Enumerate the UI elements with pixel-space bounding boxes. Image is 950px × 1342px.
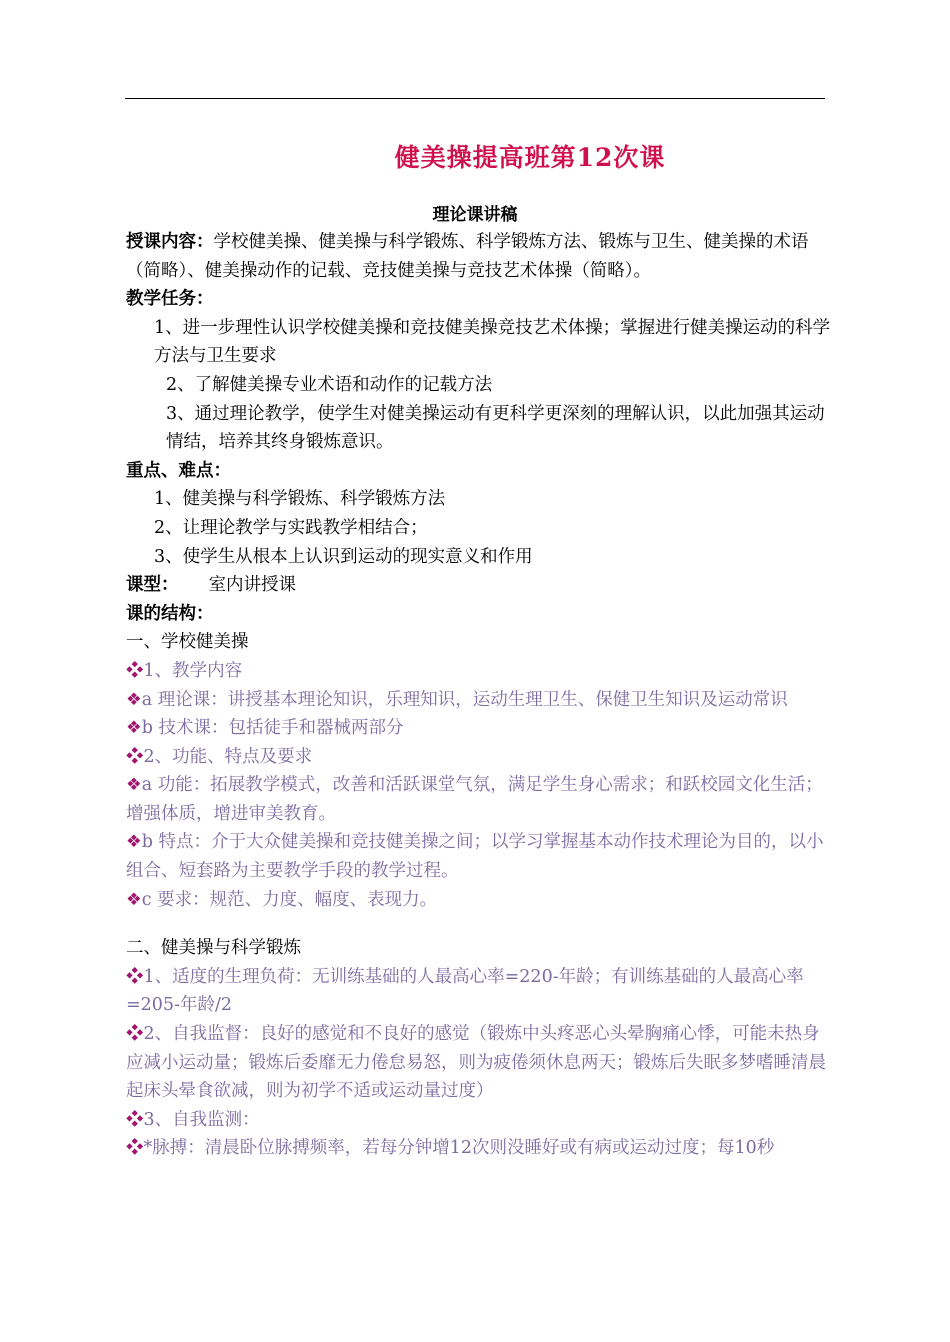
bullet-item: ❖2、功能、特点及要求 — [126, 746, 313, 767]
task-item-text: 3、通过理论教学，使学生对健美操运动有更科学更深刻的理解认识，以此加强其运动情结，培养其终身锻炼意识。 — [166, 403, 825, 453]
content-label: 授课内容： — [126, 232, 214, 252]
bullet-item: ❖2、自我监督：良好的感觉和不良好的感觉（锻炼中头疼恶心头晕胸痛心悸，可能未热身应减小运动量；锻炼后委靡无力倦怠易怒，则为疲倦须休息两天；锻炼后失眠多梦嗜睡清晨起床头晕食欲减，则为初学不适或运动量过度） — [126, 1024, 826, 1102]
page-title: 健美操提高班第12次课 — [394, 143, 666, 172]
content-paragraph — [126, 228, 831, 285]
task-item: 1、进一步理性认识学校健美操和竞技健美操竞技艺术体操；掌握进行健美操运动的科学方法与卫生要求 — [154, 317, 831, 367]
bullet-item: ❖1、适度的生理负荷：无训练基础的人最高心率=220-年龄；有训练基础的人最高心率=205-年龄/2 — [126, 966, 804, 1016]
structure-heading: 课的结构： — [126, 603, 214, 624]
bullet-item: ❖a 功能：拓展教学模式，改善和活跃课堂气氛，满足学生身心需求；和跃校园文化生活；增强体质，增进审美教育。 — [126, 775, 823, 824]
diamond-bullet-icon: ❖ — [126, 689, 142, 710]
bullet-item: ❖1、教学内容 — [126, 660, 243, 681]
diamond-bullet-icon: ❖ — [126, 889, 142, 910]
diamond-bullet-icon: ❖ — [126, 1138, 144, 1159]
diamond-bullet-icon: ❖ — [126, 660, 144, 681]
diamond-bullet-icon: ❖ — [126, 1024, 144, 1045]
bullet-item: ❖b 技术课：包括徒手和器械两部分 — [126, 718, 404, 739]
type-value: 室内讲授课 — [208, 575, 296, 596]
content-text: 学校健美操、健美操与科学锻炼、科学锻炼方法、锻炼与卫生、健美操的术语（简略）、健美操动作的记载、竞技健美操与竞技艺术体操（简略）。 — [126, 232, 809, 281]
task-item — [126, 400, 831, 457]
task-item: 2、了解健美操专业术语和动作的记载方法 — [166, 374, 493, 395]
bullet-item: ❖3、自我监测： — [126, 1109, 260, 1130]
bullet-item: ❖b 特点：介于大众健美操和竞技健美操之间；以学习掌握基本动作技术理论为目的，以小组合、短套路为主要教学手段的教学过程。 — [126, 832, 824, 882]
key-point: 1、健美操与科学锻炼、科学锻炼方法 — [154, 489, 446, 510]
diamond-bullet-icon: ❖ — [126, 746, 144, 767]
key-heading: 重点、难点： — [126, 460, 231, 481]
bullet-item: ❖c 要求：规范、力度、幅度、表现力。 — [126, 889, 438, 910]
diamond-bullet-icon: ❖ — [126, 718, 142, 739]
bullet-item: ❖*脉搏：清晨卧位脉搏频率，若每分钟增12次则没睡好或有病或运动过度；每10秒 — [126, 1138, 775, 1159]
section2-heading: 二、健美操与科学锻炼 — [126, 938, 301, 959]
tasks-heading: 教学任务： — [126, 289, 214, 310]
diamond-bullet-icon: ❖ — [126, 966, 144, 987]
key-point: 3、使学生从根本上认识到运动的现实意义和作用 — [154, 546, 533, 567]
section1-heading: 一、学校健美操 — [126, 632, 249, 653]
bullet-item: ❖a 理论课：讲授基本理论知识，乐理知识，运动生理卫生、保健卫生知识及运动常识 — [126, 689, 788, 710]
diamond-bullet-icon: ❖ — [126, 832, 142, 853]
type-label: 课型： — [126, 575, 179, 596]
key-point: 2、让理论教学与实践教学相结合； — [154, 517, 428, 538]
diamond-bullet-icon: ❖ — [126, 1109, 144, 1130]
page-subtitle: 理论课讲稿 — [432, 205, 518, 225]
type-line — [126, 571, 831, 600]
section-spacer — [126, 914, 831, 934]
diamond-bullet-icon: ❖ — [126, 775, 142, 796]
document-body — [126, 228, 831, 1163]
header-rule — [125, 98, 825, 99]
